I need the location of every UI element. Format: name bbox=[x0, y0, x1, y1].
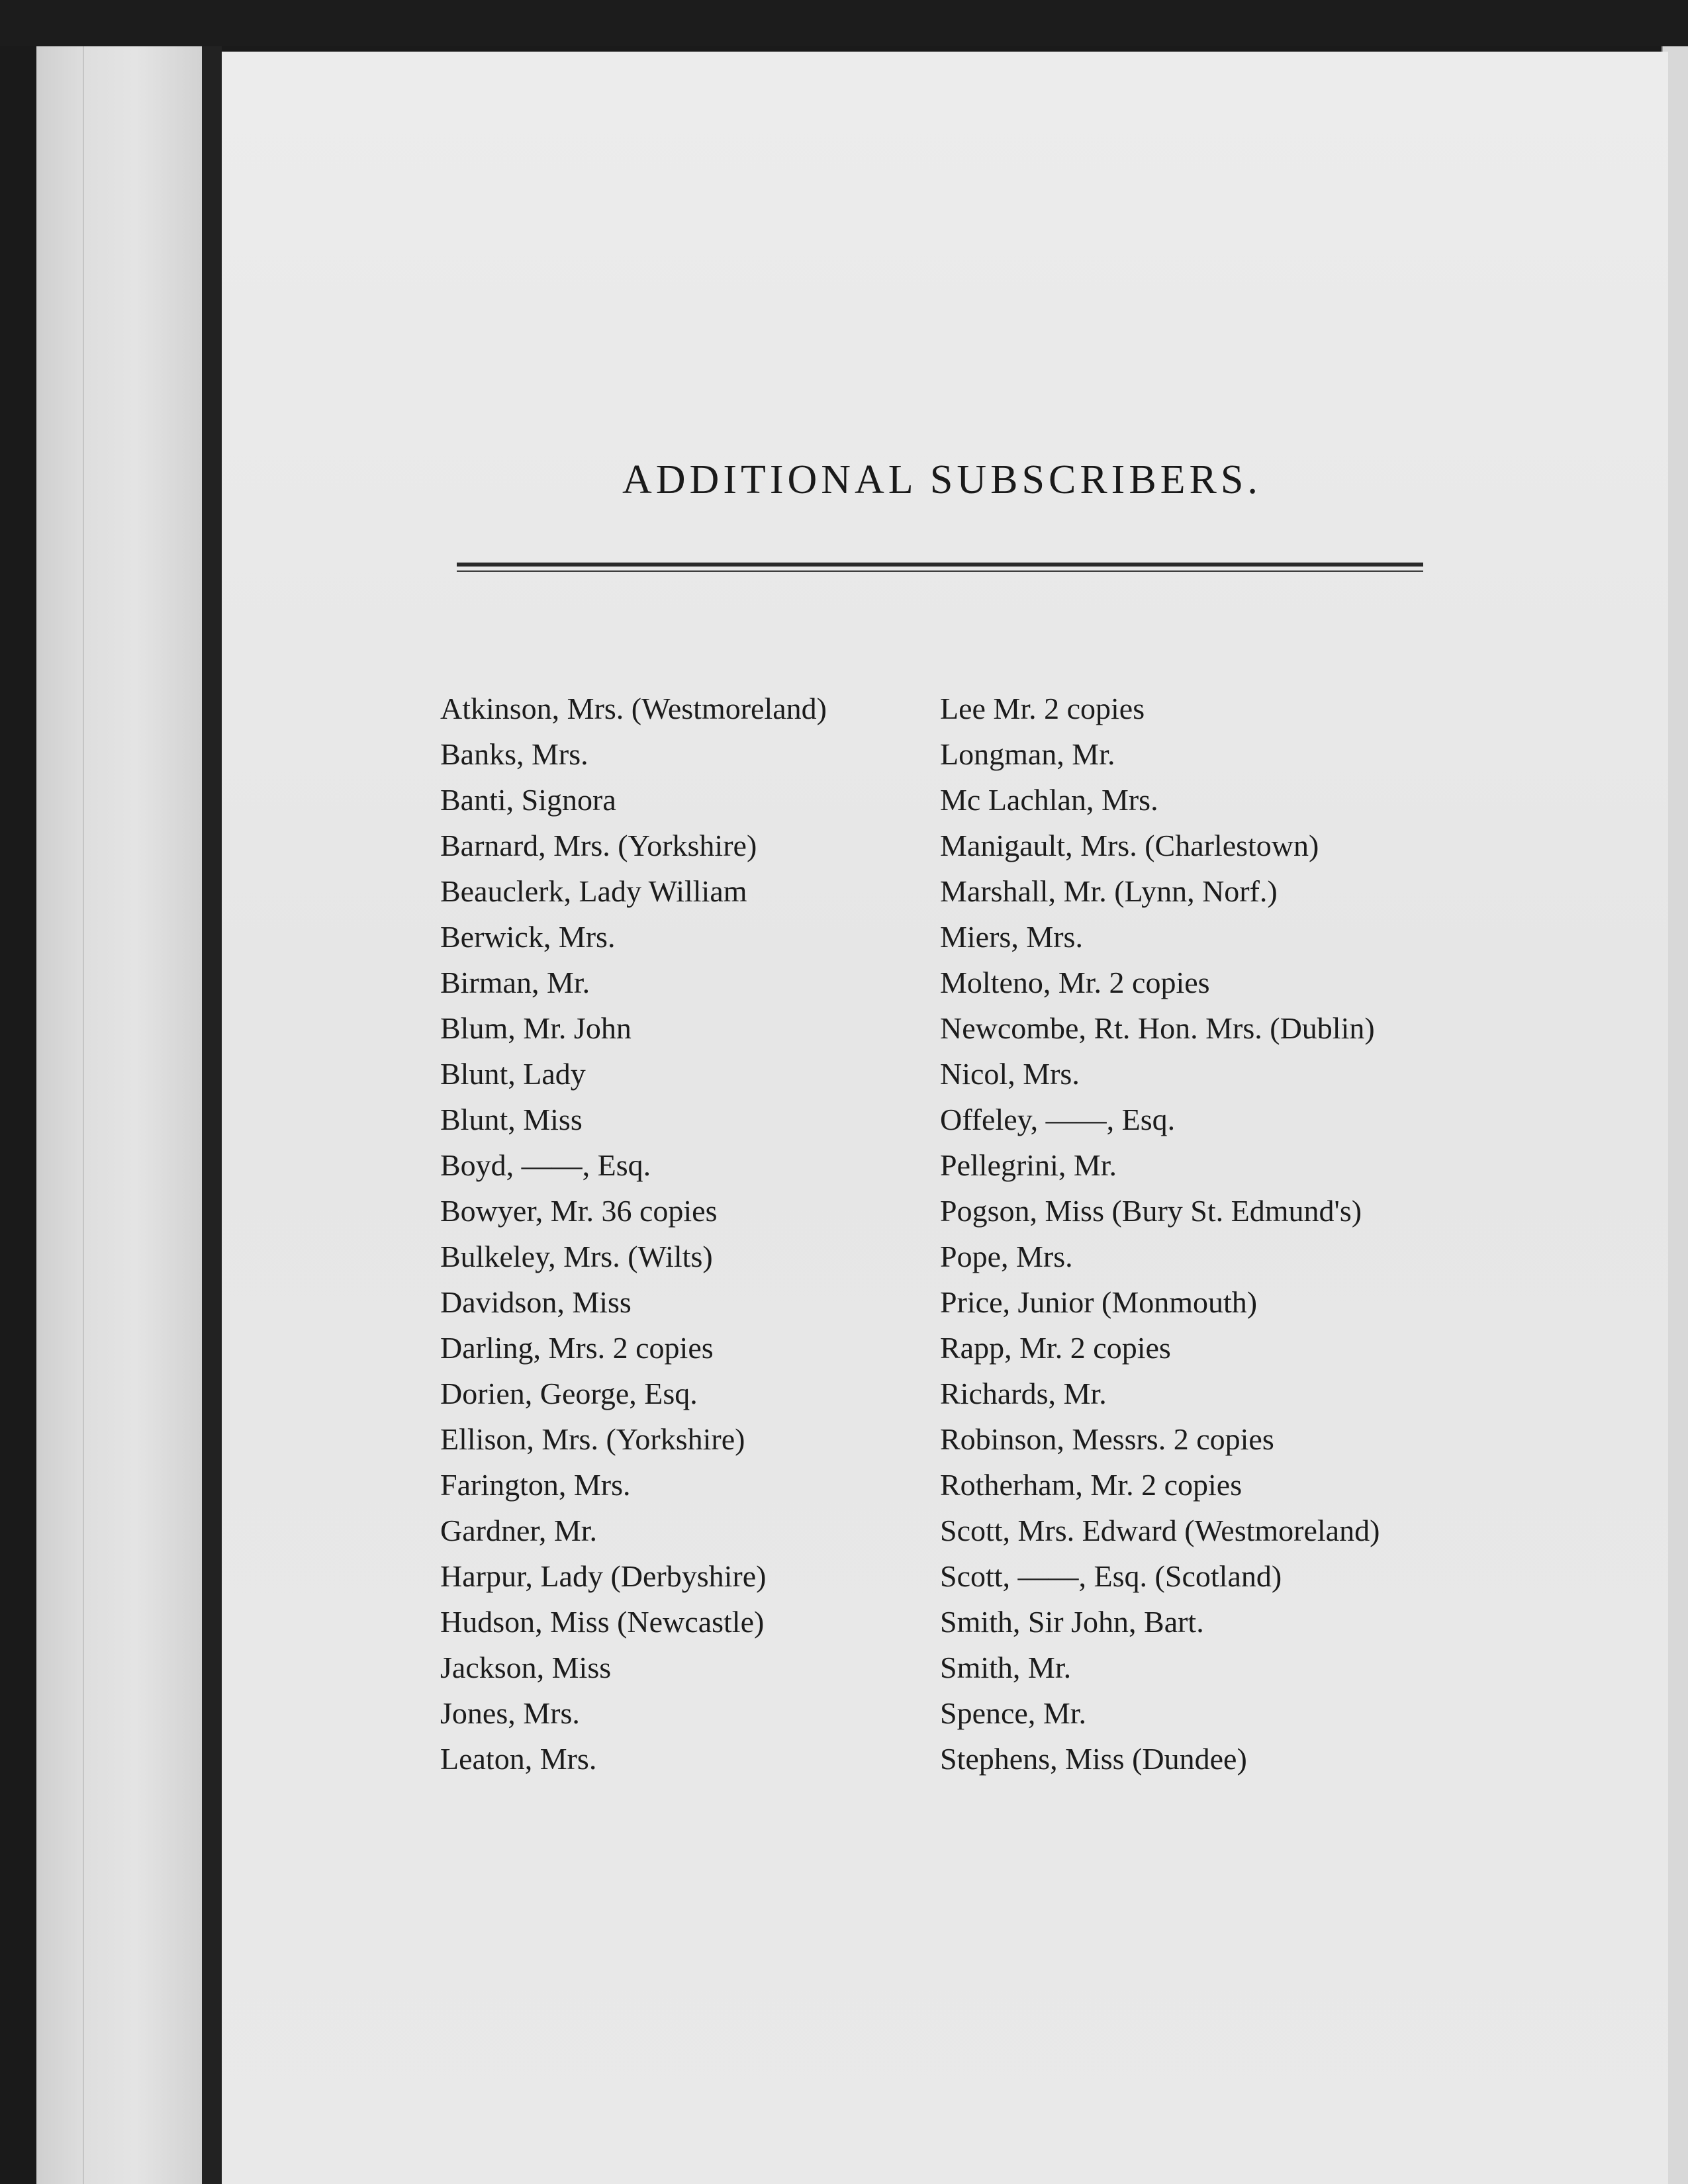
subscriber-entry: Gardner, Mr. bbox=[440, 1514, 598, 1547]
subscriber-entry: Farington, Mrs. bbox=[440, 1468, 631, 1502]
subscriber-entry: Bulkeley, Mrs. (Wilts) bbox=[440, 1240, 713, 1273]
subscriber-entry: Pope, Mrs. bbox=[940, 1240, 1073, 1273]
subscriber-entry: Smith, Mr. bbox=[940, 1651, 1072, 1684]
subscriber-entry: Atkinson, Mrs. (Westmoreland) bbox=[440, 692, 827, 725]
subscriber-entry: Scott, ——, Esq. (Scotland) bbox=[940, 1559, 1282, 1593]
subscriber-entry: Leaton, Mrs. bbox=[440, 1742, 597, 1776]
subscriber-entry: Banks, Mrs. bbox=[440, 737, 588, 771]
subscriber-entry: Robinson, Messrs. 2 copies bbox=[940, 1422, 1274, 1456]
subscriber-entry: Smith, Sir John, Bart. bbox=[940, 1605, 1204, 1639]
title-rule-thick bbox=[457, 563, 1423, 567]
subscriber-entry: Berwick, Mrs. bbox=[440, 920, 616, 954]
subscriber-entry: Stephens, Miss (Dundee) bbox=[940, 1742, 1247, 1776]
subscriber-entry: Newcombe, Rt. Hon. Mrs. (Dublin) bbox=[940, 1011, 1375, 1045]
subscriber-entry: Mc Lachlan, Mrs. bbox=[940, 783, 1158, 817]
subscriber-list-left bbox=[440, 686, 827, 1782]
subscriber-entry: Miers, Mrs. bbox=[940, 920, 1083, 954]
subscriber-entry: Ellison, Mrs. (Yorkshire) bbox=[440, 1422, 745, 1456]
subscriber-entry: Manigault, Mrs. (Charlestown) bbox=[940, 829, 1319, 862]
subscriber-entry: Blunt, Miss bbox=[440, 1103, 583, 1136]
subscriber-entry: Scott, Mrs. Edward (Westmoreland) bbox=[940, 1514, 1380, 1547]
subscriber-entry: Jones, Mrs. bbox=[440, 1696, 580, 1730]
scan-top-border bbox=[0, 0, 1688, 46]
subscriber-entry: Rapp, Mr. 2 copies bbox=[940, 1331, 1171, 1365]
facing-page-edge bbox=[36, 46, 202, 2184]
subscriber-entry: Blum, Mr. John bbox=[440, 1011, 632, 1045]
subscriber-list-right bbox=[940, 686, 1380, 1782]
subscriber-entry: Spence, Mr. bbox=[940, 1696, 1087, 1730]
subscriber-entry: Marshall, Mr. (Lynn, Norf.) bbox=[940, 874, 1278, 908]
subscriber-entry: Pellegrini, Mr. bbox=[940, 1148, 1117, 1182]
subscriber-entry: Harpur, Lady (Derbyshire) bbox=[440, 1559, 767, 1593]
subscriber-entry: Barnard, Mrs. (Yorkshire) bbox=[440, 829, 757, 862]
subscriber-entry: Richards, Mr. bbox=[940, 1377, 1107, 1410]
subscriber-entry: Dorien, George, Esq. bbox=[440, 1377, 698, 1410]
subscriber-entry: Bowyer, Mr. 36 copies bbox=[440, 1194, 718, 1228]
subscriber-entry: Darling, Mrs. 2 copies bbox=[440, 1331, 714, 1365]
page-title: ADDITIONAL SUBSCRIBERS. bbox=[622, 457, 1262, 502]
subscriber-entry: Price, Junior (Monmouth) bbox=[940, 1285, 1258, 1319]
title-rule-thin bbox=[457, 570, 1423, 572]
subscriber-entry: Molteno, Mr. 2 copies bbox=[940, 966, 1210, 999]
book-gutter bbox=[202, 46, 222, 2184]
subscriber-entry: Nicol, Mrs. bbox=[940, 1057, 1080, 1091]
subscriber-entry: Birman, Mr. bbox=[440, 966, 590, 999]
subscriber-entry: Longman, Mr. bbox=[940, 737, 1115, 771]
subscriber-entry: Boyd, ——, Esq. bbox=[440, 1148, 651, 1182]
subscriber-entry: Davidson, Miss bbox=[440, 1285, 632, 1319]
subscriber-entry: Offeley, ——, Esq. bbox=[940, 1103, 1176, 1136]
subscriber-entry: Banti, Signora bbox=[440, 783, 616, 817]
subscriber-entry: Pogson, Miss (Bury St. Edmund's) bbox=[940, 1194, 1362, 1228]
subscriber-entry: Hudson, Miss (Newcastle) bbox=[440, 1605, 765, 1639]
subscriber-entry: Blunt, Lady bbox=[440, 1057, 586, 1091]
subscriber-entry: Lee Mr. 2 copies bbox=[940, 692, 1145, 725]
subscriber-entry: Rotherham, Mr. 2 copies bbox=[940, 1468, 1243, 1502]
subscriber-entry: Jackson, Miss bbox=[440, 1651, 612, 1684]
subscriber-entry: Beauclerk, Lady William bbox=[440, 874, 747, 908]
